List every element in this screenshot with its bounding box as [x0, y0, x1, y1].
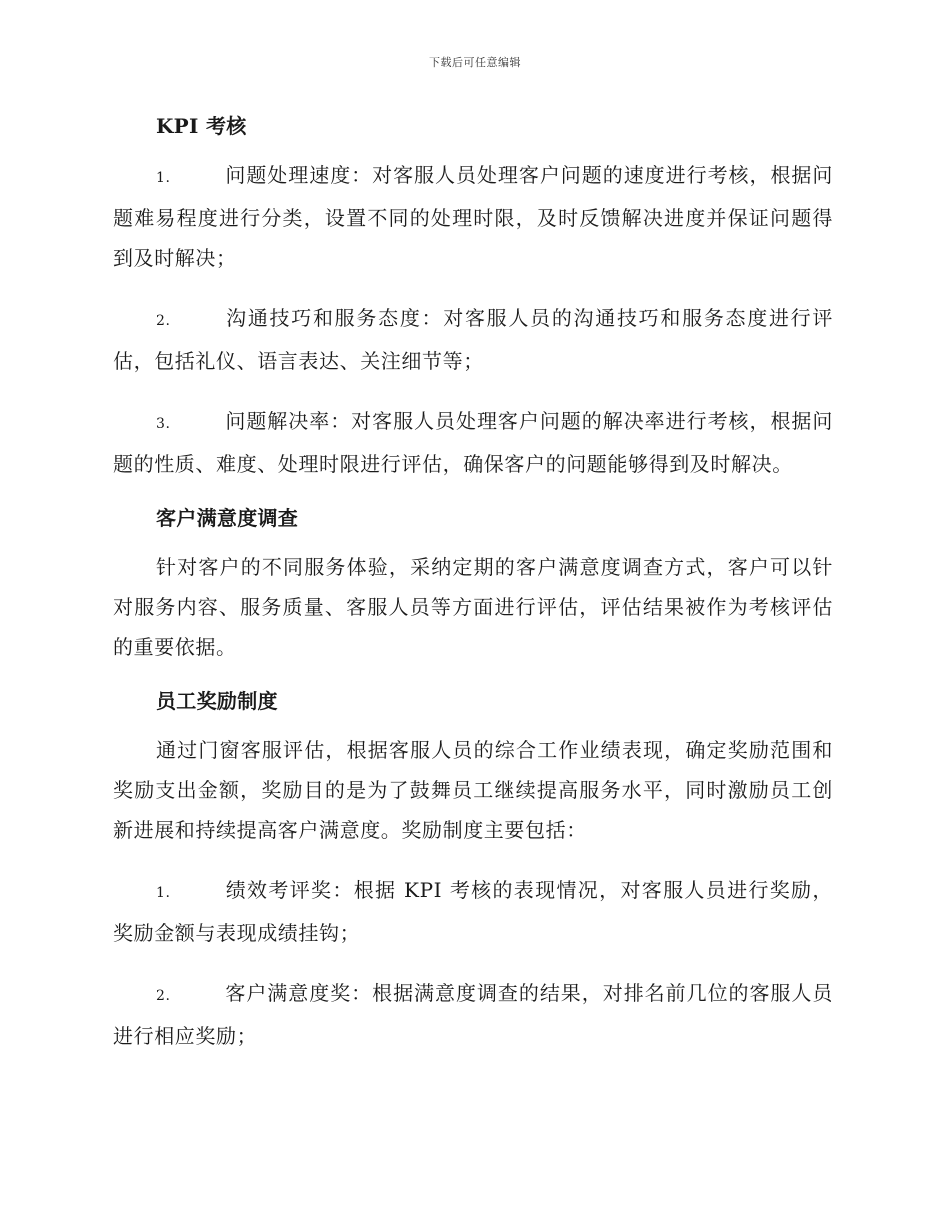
list-text: 沟通技巧和服务态度：对客服人员的沟通技巧和服务态度进行评估，包括礼仪、语言表达、关注细节等； [113, 306, 833, 373]
list-number: 2. [156, 988, 171, 1004]
list-number: 1. [156, 170, 171, 186]
paragraph-survey: 针对客户的不同服务体验，采纳定期的客户满意度调查方式，客户可以针对服务内容、服务质量、客服人员等方面进行评估，评估结果被作为考核评估的重要依据。 [113, 555, 833, 659]
list-item [113, 870, 833, 953]
document-body [113, 110, 833, 1056]
list-number: 1. [156, 885, 171, 901]
list-number: 3. [156, 416, 171, 432]
section-heading-kpi: KPI 考核 [156, 114, 247, 138]
list-item [113, 155, 833, 278]
list-text: 问题处理速度：对客服人员处理客户问题的速度进行考核，根据问题难易程度进行分类，设置不同的处理时限，及时反馈解决进度并保证问题得到及时解决； [113, 163, 833, 270]
list-item [113, 973, 833, 1056]
section-heading-survey: 客户满意度调查 [156, 506, 299, 530]
list-item [113, 401, 833, 484]
list-text: 问题解决率：对客服人员处理客户问题的解决率进行考核，根据问题的性质、难度、处理时限进行评估，确保客户的问题能够得到及时解决。 [113, 409, 833, 476]
list-number: 2. [156, 313, 171, 329]
section-heading-reward: 员工奖励制度 [156, 689, 278, 713]
list-text: 客户满意度奖：根据满意度调查的结果，对排名前几位的客服人员进行相应奖励； [113, 981, 833, 1048]
paragraph-reward: 通过门窗客服评估，根据客服人员的综合工作业绩表现，确定奖励范围和奖励支出金额，奖励目的是为了鼓舞员工继续提高服务水平，同时激励员工创新进展和持续提高客户满意度。奖励制度主要包括： [113, 738, 833, 842]
list-item [113, 298, 833, 381]
page-header: 下载后可任意编辑 [429, 56, 521, 69]
list-text: 绩效考评奖：根据 KPI 考核的表现情况，对客服人员进行奖励，奖励金额与表现成绩挂钩； [113, 878, 833, 945]
